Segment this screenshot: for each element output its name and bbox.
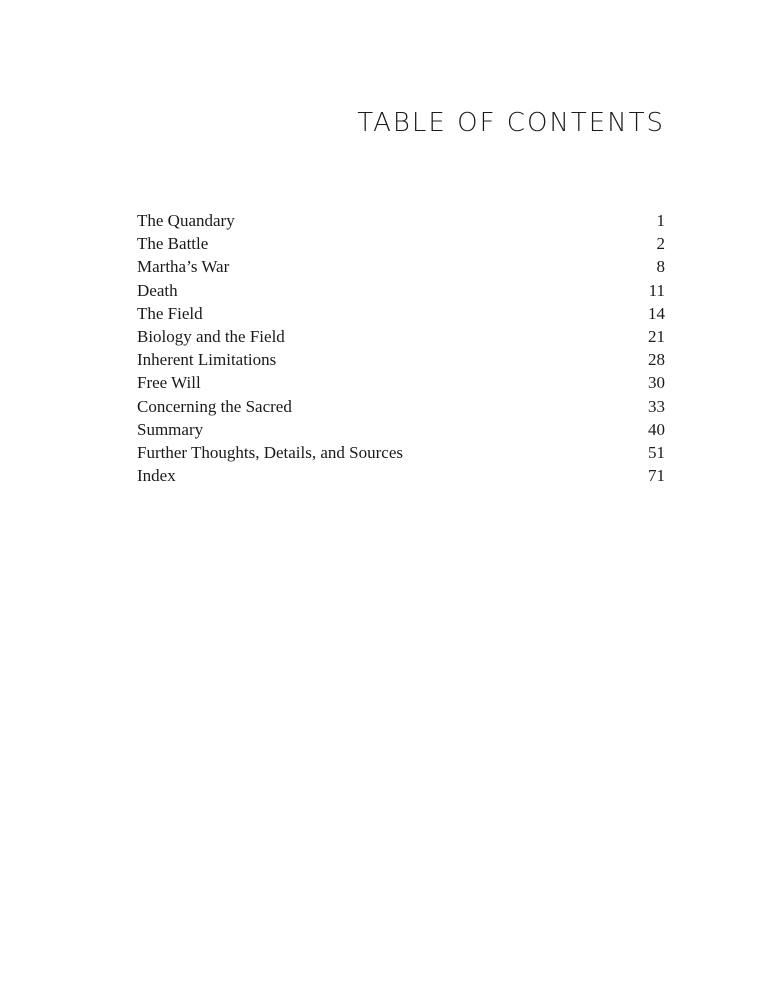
toc-entry-page: 28	[648, 350, 665, 370]
toc-entry-page: 1	[656, 211, 665, 230]
toc-entry	[137, 418, 665, 441]
toc-entry-label: Free Will	[137, 373, 201, 393]
toc-entry	[137, 302, 665, 325]
toc-entry-page: 71	[648, 466, 665, 486]
toc-entry-page: 11	[648, 280, 665, 300]
toc-entry-label: Concerning the Sacred	[137, 396, 292, 416]
toc-entry-label: Biology and the Field	[137, 326, 285, 346]
toc-entry-label: The Quandary	[137, 211, 235, 230]
toc-entry	[137, 209, 665, 232]
toc-entry	[137, 325, 665, 348]
toc-entry-page: 8	[656, 257, 665, 277]
table-of-contents	[137, 209, 665, 487]
toc-entry-label: The Field	[137, 303, 203, 323]
toc-entry-page: 14	[648, 303, 665, 323]
toc-entry	[137, 255, 665, 278]
toc-entry	[137, 348, 665, 371]
toc-entry-page: 21	[648, 326, 665, 346]
toc-entry	[137, 371, 665, 394]
toc-entry	[137, 441, 665, 464]
toc-entry	[137, 279, 665, 302]
toc-entry-label: Further Thoughts, Details, and Sources	[137, 442, 403, 462]
toc-entry-label: Index	[137, 466, 176, 486]
page-title: TABLE OF CONTENTS	[357, 108, 665, 138]
toc-entry-page: 40	[648, 419, 665, 439]
toc-entry-page: 2	[656, 234, 665, 254]
toc-entry-page: 51	[648, 442, 665, 462]
toc-entry-page: 33	[648, 396, 665, 416]
toc-entry-label: Death	[137, 280, 178, 300]
toc-entry-page: 30	[648, 373, 665, 393]
toc-entry	[137, 464, 665, 487]
toc-entry	[137, 395, 665, 418]
toc-entry-label: The Battle	[137, 234, 209, 254]
toc-entry-label: Martha’s War	[137, 257, 230, 277]
toc-entry-label: Summary	[137, 419, 204, 439]
toc-entry-label: Inherent Limitations	[137, 350, 277, 370]
toc-entry	[137, 232, 665, 255]
